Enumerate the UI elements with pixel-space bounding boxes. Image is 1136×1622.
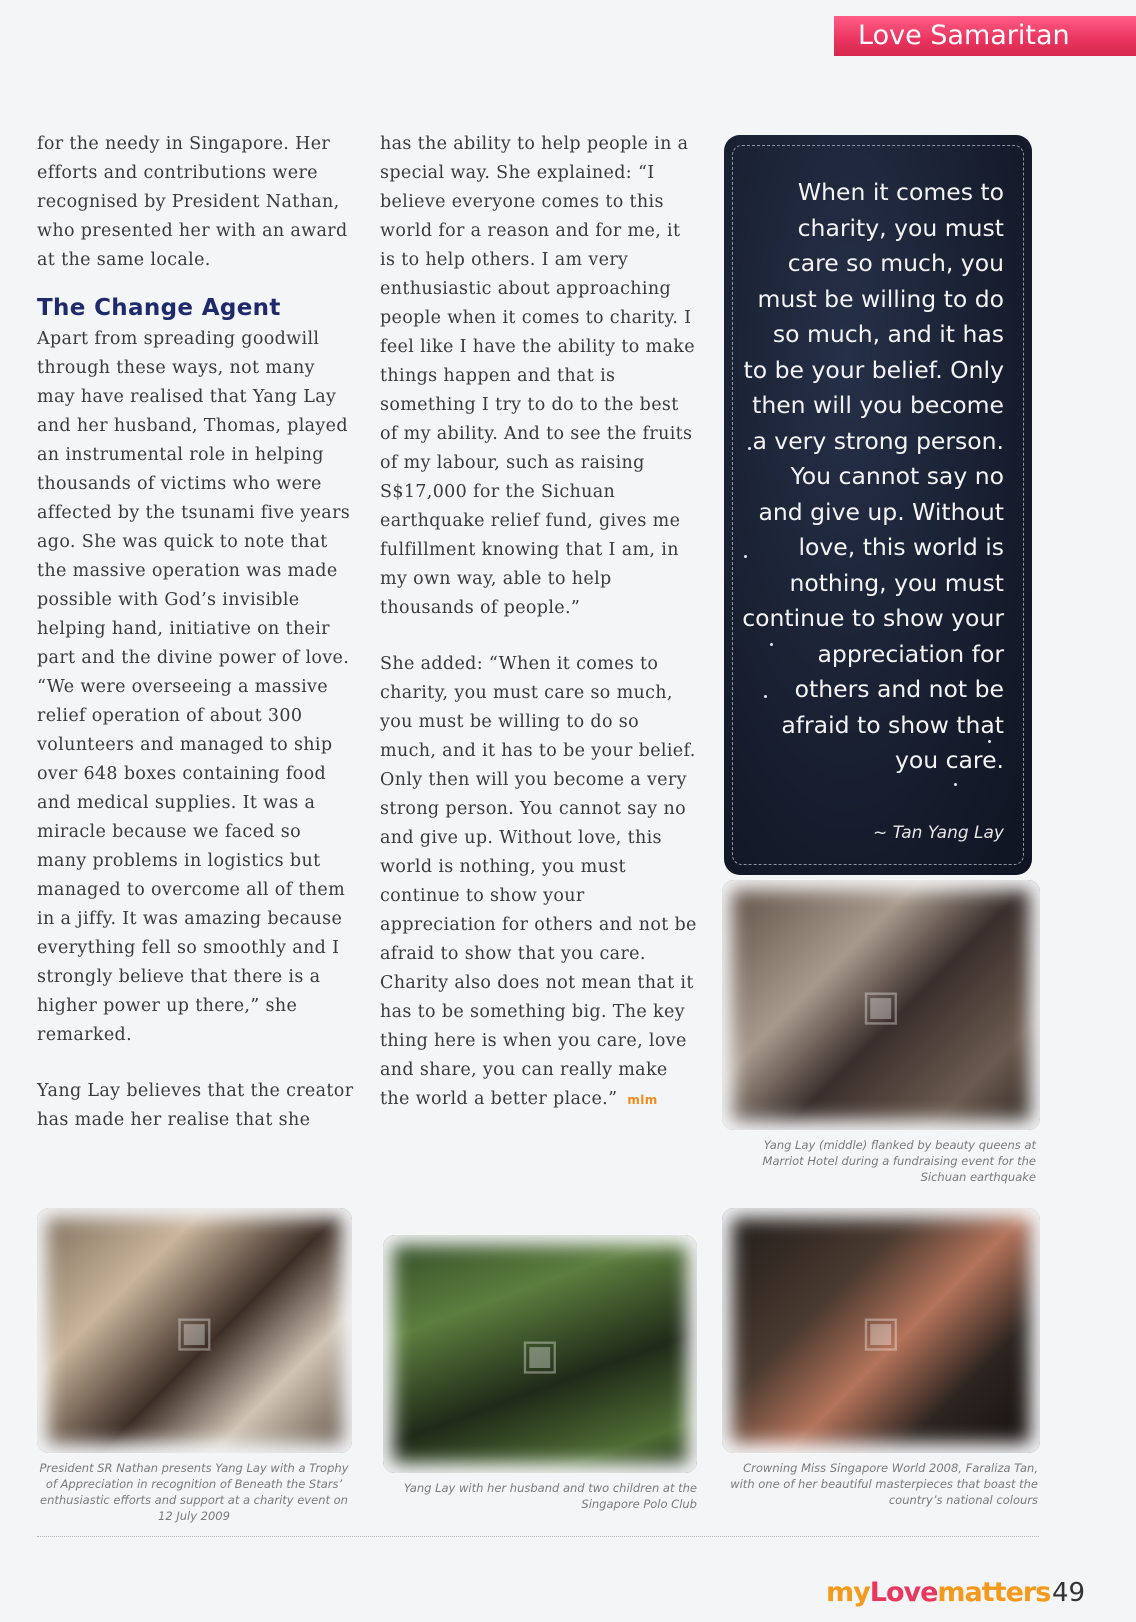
body-paragraph: has the ability to help people in a special way. She explained: “I believe everyone comes to this world for a reason and for me, it is to help others. I am very enthusiastic about approaching people when it comes to charity. I feel like I have the ability to make things happen and that is something I try to do to the best of my ability. And to see the fruits of my labour, such as raising S$17,000 for the Sichuan earthquake relief fund, gives me fulfillment knowing that I am, in my own way, able to help thousands of people.”	[380, 134, 695, 618]
photo-caption: Yang Lay with her husband and two children at the Singapore Polo Club	[403, 1481, 697, 1511]
section-heading: The Change Agent	[37, 295, 281, 321]
section-title: Love Samaritan	[858, 20, 1070, 51]
body-paragraph	[380, 650, 698, 1115]
page-number: 49	[1052, 1578, 1086, 1608]
photo-icon: ▣	[861, 980, 901, 1030]
magazine-brand-logo	[826, 1578, 1050, 1608]
pull-quote-author: ~ Tan Yang Lay	[872, 823, 1004, 843]
photo-beauty-queens	[722, 880, 1040, 1130]
photo-caption: President SR Nathan presents Yang Lay with a Trophy of Appreciation in recognition of Beneath the Stars’ enthusiastic efforts and support at a charity event on 12 July 2009	[39, 1461, 349, 1523]
article-column-1	[37, 130, 355, 1135]
brand-love: Love	[869, 1577, 938, 1608]
photo-icon: ▣	[861, 1306, 901, 1355]
photo-crowning	[722, 1208, 1040, 1453]
pull-quote-box	[724, 135, 1032, 875]
brand-my: my	[826, 1577, 870, 1608]
pull-quote-text: When it comes to charity, you must care so much, you must be willing to do so much, and it has to be your belief. Only then will you become a very strong person. You cannot say no and give up. Without love, this world is nothing, you must continue to show your appreciation for others and not be afraid to show that you care.	[742, 178, 1004, 774]
body-paragraph: Apart from spreading goodwill through these ways, not many may have realised that Yang Lay and her husband, Thomas, played an instrumental role in helping thousands of victims who were affected by the tsunami five years ago. She was quick to note that the massive operation was made possible with God’s invisible helping hand, initiative on their part and the divine power of love. “We were overseeing a massive relief operation of about 300 volunteers and managed to ship over 648 boxes containing food and medical supplies. It was a miracle because we faced so many problems in logistics but managed to overcome all of them in a jiffy. It was amazing because everything fell so smoothly and I strongly believe that there is a higher power up there,” she remarked.	[37, 329, 351, 1045]
photo-caption: Crowning Miss Singapore World 2008, Faraliza Tan, with one of her beautiful masterpieces that boast the country’s national colours	[730, 1461, 1038, 1507]
brand-matters: matters	[937, 1577, 1051, 1608]
body-paragraph-text: She added: “When it comes to charity, you must care so much, you must be willing to do so much, and it has to be your belief. Only then will you become a very strong person. You cannot say no and give up. Without love, this world is nothing, you must continue to show your appreciation for others and not be afraid to show that you care. Charity also does not mean that it has to be something big. The key thing here is when you care, love and share, you can really make the world a better place.”	[380, 654, 697, 1109]
section-tab	[834, 16, 1136, 56]
photo-caption: Yang Lay (middle) flanked by beauty queens at Marriot Hotel during a fundraising event for the Sichuan earthquake	[762, 1138, 1036, 1184]
end-mark-logo: mlm	[627, 1093, 658, 1107]
body-paragraph: Yang Lay believes that the creator has made her realise that she	[37, 1081, 354, 1130]
photo-president-nathan	[37, 1208, 352, 1453]
photo-polo-club	[383, 1235, 697, 1473]
body-paragraph: for the needy in Singapore. Her efforts and contributions were recognised by President Nathan, who presented her with an award at the same locale.	[37, 134, 348, 270]
article-column-2	[380, 130, 698, 1115]
photo-icon: ▣	[520, 1329, 560, 1379]
photo-icon: ▣	[174, 1306, 215, 1355]
star-icon	[954, 783, 957, 786]
footer-divider	[37, 1536, 1039, 1537]
